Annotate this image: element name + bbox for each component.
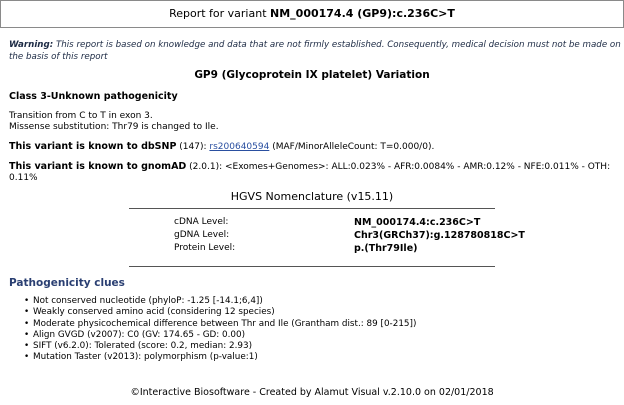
clue-text: Moderate physicochemical difference between Thr and Ile (Grantham dist.: 89 [0-215]) <box>33 318 417 329</box>
list-item <box>24 307 416 318</box>
pathogenicity-clues-list <box>24 296 416 364</box>
list-item <box>24 341 416 352</box>
variant-name: NM_000174.4 (GP9):c.236C>T <box>270 7 455 20</box>
hgvs-label: gDNA Level: <box>174 230 230 240</box>
bullet-icon: • <box>24 341 30 352</box>
dbsnp-maf: (MAF/MinorAlleleCount: T=0.000/0). <box>269 142 435 152</box>
clue-text: Mutation Taster (v2013): polymorphism (p-value:1) <box>33 352 258 363</box>
description-line-2: Missense substitution: Thr79 is changed to Ile. <box>9 122 219 132</box>
gnomad-info <box>9 161 619 184</box>
hgvs-label: Protein Level: <box>174 243 236 253</box>
variant-description <box>9 111 219 133</box>
clue-text: SIFT (v6.2.0): Tolerated (score: 0.2, median: 2.93) <box>33 341 252 352</box>
bullet-icon: • <box>24 318 30 329</box>
list-item <box>24 330 416 341</box>
list-item <box>24 296 416 307</box>
clue-text: Align GVGD (v2007): C0 (GV: 174.65 - GD: 0.00) <box>33 329 246 340</box>
dbsnp-label: This variant is known to dbSNP <box>9 141 177 152</box>
dbsnp-rsid-link[interactable]: rs200640594 <box>209 142 270 152</box>
warning-label: Warning: <box>9 40 54 50</box>
report-header-prefix: Report for variant <box>169 7 271 20</box>
hgvs-value: p.(Thr79Ile) <box>354 243 418 254</box>
bullet-icon: • <box>24 352 30 363</box>
report-footer: ©Interactive Biosoftware - Created by Alamut Visual v.2.10.0 on 02/01/2018 <box>130 387 494 398</box>
clue-text: Not conserved nucleotide (phyloP: -1.25 [-14.1;6,4]) <box>33 296 263 306</box>
list-item <box>24 319 416 330</box>
hgvs-table <box>129 208 525 267</box>
pathogenicity-clues-title: Pathogenicity clues <box>9 277 125 289</box>
report-header <box>0 0 624 28</box>
hgvs-value: Chr3(GRCh37):g.128780818C>T <box>354 230 525 241</box>
bullet-icon: • <box>24 296 30 306</box>
warning-note <box>9 39 621 63</box>
warning-text: This report is based on knowledge and data that are not firmly established. Consequently, medical decision must not be made on the basis of this report <box>9 40 621 62</box>
bullet-icon: • <box>24 307 30 318</box>
dbsnp-info <box>9 141 434 152</box>
clue-text: Weakly conserved amino acid (considering 12 species) <box>33 307 275 318</box>
bullet-icon: • <box>24 329 30 340</box>
gnomad-text: (2.0.1): <Exomes+Genomes>: ALL:0.023% - AFR:0.0084% - AMR:0.12% - NFE:0.011% - OTH: 0.11% <box>9 162 611 183</box>
classification: Class 3-Unknown pathogenicity <box>9 91 178 102</box>
hgvs-value: NM_000174.4:c.236C>T <box>354 217 481 228</box>
dbsnp-count: (147): <box>176 142 210 152</box>
list-item <box>24 352 416 363</box>
description-line-1: Transition from C to T in exon 3. <box>9 111 153 121</box>
variation-title: GP9 (Glycoprotein IX platelet) Variation <box>194 69 430 81</box>
gnomad-label: This variant is known to gnomAD <box>9 161 187 172</box>
hgvs-title: HGVS Nomenclature (v15.11) <box>230 190 394 203</box>
hgvs-label: cDNA Level: <box>174 217 229 227</box>
